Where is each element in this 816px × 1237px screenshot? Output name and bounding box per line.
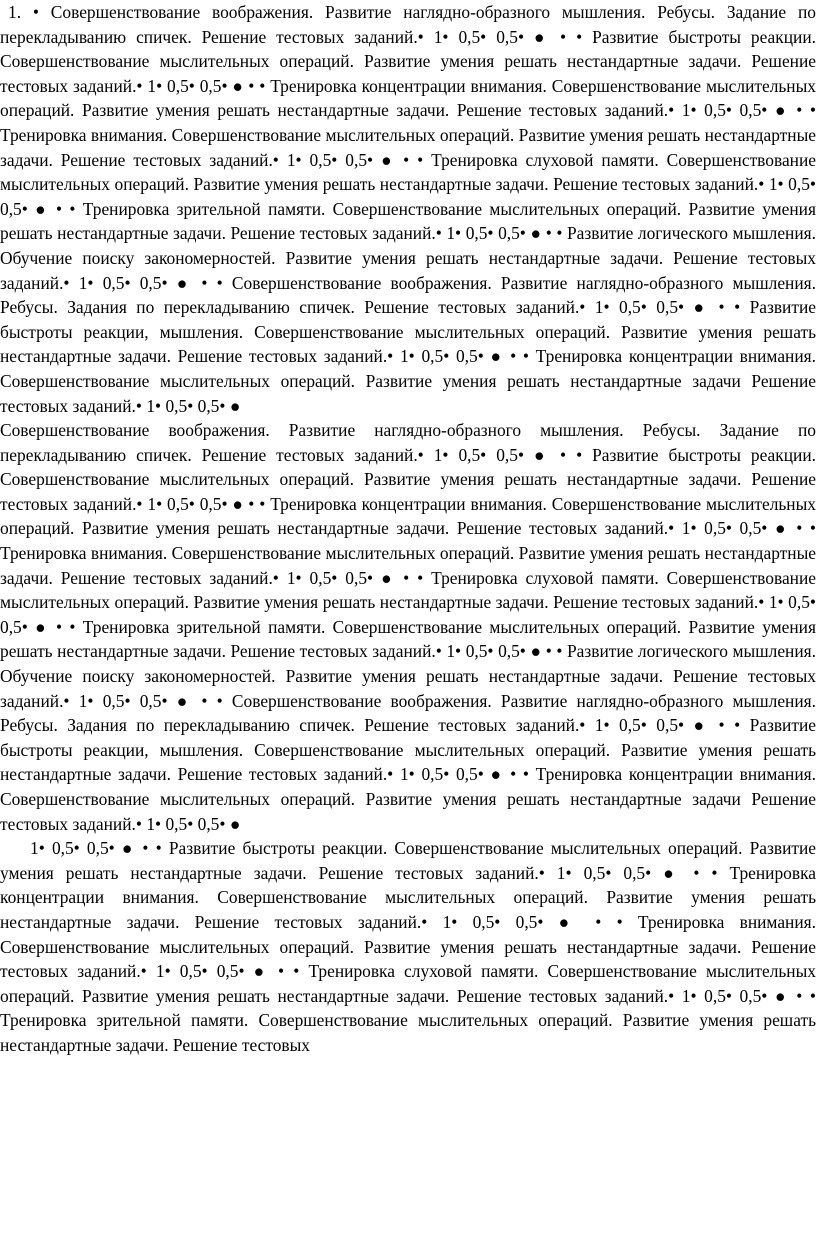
paragraph: 1. • Совершенствование воображения. Развитие наглядно-образного мышления. Ребусы. Задание по перекладыванию спичек. Решение тестовых заданий.• 1• 0,5• 0,5• ● • • Развитие быстроты реакции. Совершенствование мыслительных операций. Развитие умения решать нестандартные задачи. Решение тестовых заданий.• 1• 0,5• 0,5• ● • • Тренировка концентрации внимания. Совершенствование мыслительных операций. Развитие умения решать нестандартные задачи. Решение тестовых заданий.• 1• 0,5• 0,5• ● • • Тренировка внимания. Совершенствование мыслительных операций. Развитие умения решать нестандартные задачи. Решение тестовых заданий.• 1• 0,5• 0,5• ● • • Тренировка слуховой памяти. Совершенствование мыслительных операций. Развитие умения решать нестандартные задачи. Решение тестовых заданий.• 1• 0,5• 0,5• ● • • Тренировка зрительной памяти. Совершенствование мыслительных операций. Развитие умения решать нестандартные задачи. Решение тестовых заданий.• 1• 0,5• 0,5• ● • • Развитие логического мышления. Обучение поиску закономерностей. Развитие умения решать нестандартные задачи. Решение тестовых заданий.• 1• 0,5• 0,5• ● • • Совершенствование воображения. Развитие наглядно-образного мышления. Ребусы. Задания по перекладыванию спичек. Решение тестовых заданий.• 1• 0,5• 0,5• ● • • Развитие быстроты реакции, мышления. Совершенствование мыслительных операций. Развитие умения решать нестандартные задачи. Решение тестовых заданий.• 1• 0,5• 0,5• ● • • Тренировка концентрации внимания. Совершенствование мыслительных операций. Развитие умения решать нестандартные задачи Решение тестовых заданий.• 1• 0,5• 0,5• ● <box>0 2 816 416</box>
paragraph: 1• 0,5• 0,5• ● • • Развитие быстроты реакции. Совершенствование мыслительных операций. Развитие умения решать нестандартные задачи. Решение тестовых заданий.• 1• 0,5• 0,5• ● • • Тренировка концентрации внимания. Совершенствование мыслительных операций. Развитие умения решать нестандартные задачи. Решение тестовых заданий.• 1• 0,5• 0,5• ● • • Тренировка внимания. Совершенствование мыслительных операций. Развитие умения решать нестандартные задачи. Решение тестовых заданий.• 1• 0,5• 0,5• ● • • Тренировка слуховой памяти. Совершенствование мыслительных операций. Развитие умения решать нестандартные задачи. Решение тестовых заданий.• 1• 0,5• 0,5• ● • • Тренировка зрительной памяти. Совершенствование мыслительных операций. Развитие умения решать нестандартные задачи. Решение тестовых <box>0 838 816 1055</box>
paragraph: Совершенствование воображения. Развитие наглядно-образного мышления. Ребусы. Задание по перекладыванию спичек. Решение тестовых заданий.• 1• 0,5• 0,5• ● • • Развитие быстроты реакции. Совершенствование мыслительных операций. Развитие умения решать нестандартные задачи. Решение тестовых заданий.• 1• 0,5• 0,5• ● • • Тренировка концентрации внимания. Совершенствование мыслительных операций. Развитие умения решать нестандартные задачи. Решение тестовых заданий.• 1• 0,5• 0,5• ● • • Тренировка внимания. Совершенствование мыслительных операций. Развитие умения решать нестандартные задачи. Решение тестовых заданий.• 1• 0,5• 0,5• ● • • Тренировка слуховой памяти. Совершенствование мыслительных операций. Развитие умения решать нестандартные задачи. Решение тестовых заданий.• 1• 0,5• 0,5• ● • • Тренировка зрительной памяти. Совершенствование мыслительных операций. Развитие умения решать нестандартные задачи. Решение тестовых заданий.• 1• 0,5• 0,5• ● • • Развитие логического мышления. Обучение поиску закономерностей. Развитие умения решать нестандартные задачи. Решение тестовых заданий.• 1• 0,5• 0,5• ● • • Совершенствование воображения. Развитие наглядно-образного мышления. Ребусы. Задания по перекладыванию спичек. Решение тестовых заданий.• 1• 0,5• 0,5• ● • • Развитие быстроты реакции, мышления. Совершенствование мыслительных операций. Развитие умения решать нестандартные задачи. Решение тестовых заданий.• 1• 0,5• 0,5• ● • • Тренировка концентрации внимания. Совершенствование мыслительных операций. Развитие умения решать нестандартные задачи Решение тестовых заданий.• 1• 0,5• 0,5• ● <box>0 420 816 834</box>
